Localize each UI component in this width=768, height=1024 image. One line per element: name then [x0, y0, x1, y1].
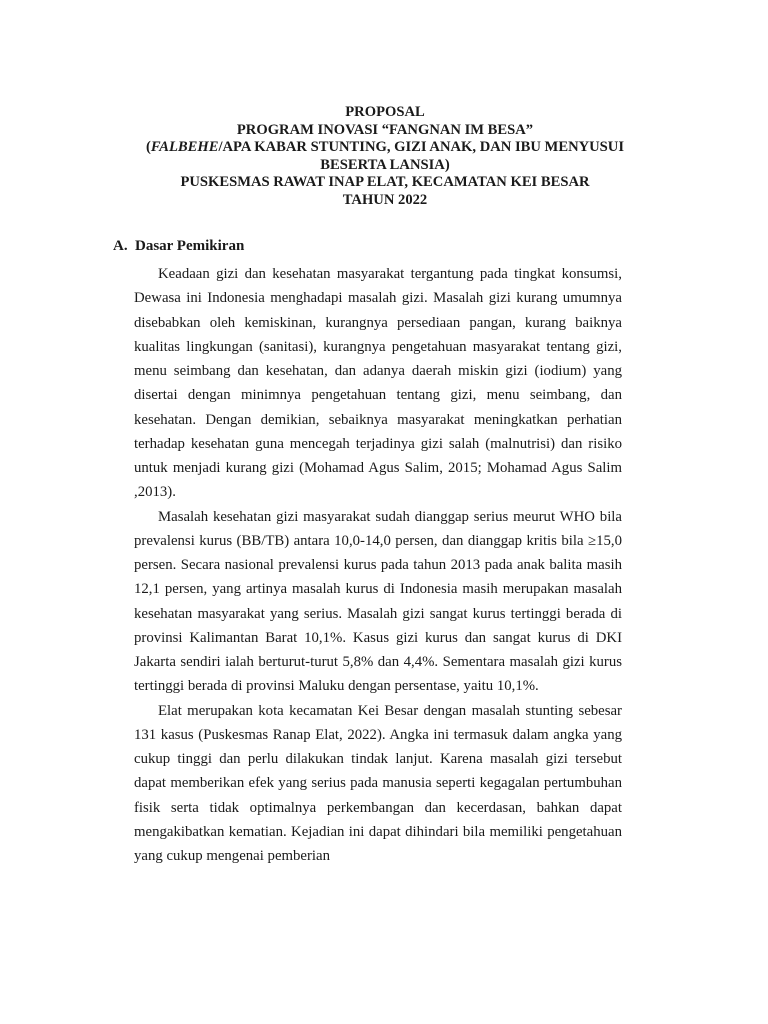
title-line-year: TAHUN 2022 — [342, 191, 428, 208]
document-title — [100, 104, 670, 209]
section-letter: A. — [113, 238, 128, 254]
body-text — [134, 262, 622, 868]
subtitle-italic-term: FALBEHE — [150, 139, 219, 155]
subtitle-rest: /APA KABAR STUNTING, GIZI ANAK, DAN IBU MENYUSUI — [218, 139, 625, 155]
paragraph: Keadaan gizi dan kesehatan masyarakat tergantung pada tingkat konsumsi, Dewasa ini Indonesia menghadapi masalah gizi. Masalah gizi kurang umumnya disebabkan oleh kemiskinan, kurangnya persediaan pangan, kurang baiknya kualitas lingkungan (sanitasi), kurangnya pengetahuan masyarakat tentang gizi, menu seimbang dan kesehatan, dan adanya daerah miskin gizi (iodium) yang disertai dengan minimnya pengetahuan tentang gizi, menu seimbang, dan kesehatan. Dengan demikian, sebaiknya masyarakat meningkatkan perhatian terhadap kesehatan guna mencegah terjadinya gizi salah (malnutrisi) dan risiko untuk menjadi kurang gizi (Mohamad Agus Salim, 2015; Mohamad Agus Salim ,2013). — [134, 266, 622, 501]
section-heading — [113, 236, 244, 256]
paragraph: Elat merupakan kota kecamatan Kei Besar dengan masalah stunting sebesar 131 kasus (Puskesmas Ranap Elat, 2022). Angka ini termasuk dalam angka yang cukup tinggi dan perlu dilakukan tindak lanjut. Karena masalah gizi tersebut dapat memberikan efek yang serius pada manusia seperti kegagalan pertumbuhan fisik serta tidak optimalnya perkembangan dan kecerdasan, bahkan dapat mengakibatkan kematian. Kejadian ini dapat dihindari bila memiliki pengetahuan yang cukup mengenai pemberian — [134, 702, 622, 864]
section-heading-text: Dasar Pemikiran — [135, 238, 245, 254]
title-line-program: PROGRAM INOVASI “FANGNAN IM BESA” — [236, 121, 534, 138]
paragraph: Masalah kesehatan gizi masyarakat sudah dianggap serius meurut WHO bila prevalensi kurus (BB/TB) antara 10,0-14,0 persen, dan dianggap kritis bila ≥15,0 persen. Secara nasional prevalensi kurus pada tahun 2013 pada anak balita masih 12,1 persen, yang artinya masalah kurus di Indonesia masih merupakan masalah kesehatan masyarakat yang serius. Masalah gizi sangat kurus tertinggi berada di provinsi Kalimantan Barat 10,1%. Kasus gizi kurus dan sangat kurus di DKI Jakarta sendiri ialah berturut-turut 5,8% dan 4,4%. Sementara masalah gizi kurus tertinggi berada di provinsi Maluku dengan persentase, yaitu 10,1%. — [134, 508, 622, 695]
title-line-subtitle — [100, 139, 670, 157]
title-line-institution: PUSKESMAS RAWAT INAP ELAT, KECAMATAN KEI BESAR — [180, 174, 590, 190]
title-line-subtitle-cont: BESERTA LANSIA) — [320, 156, 450, 173]
subtitle-open-paren: ( — [145, 139, 151, 155]
title-line-proposal: PROPOSAL — [345, 104, 425, 120]
